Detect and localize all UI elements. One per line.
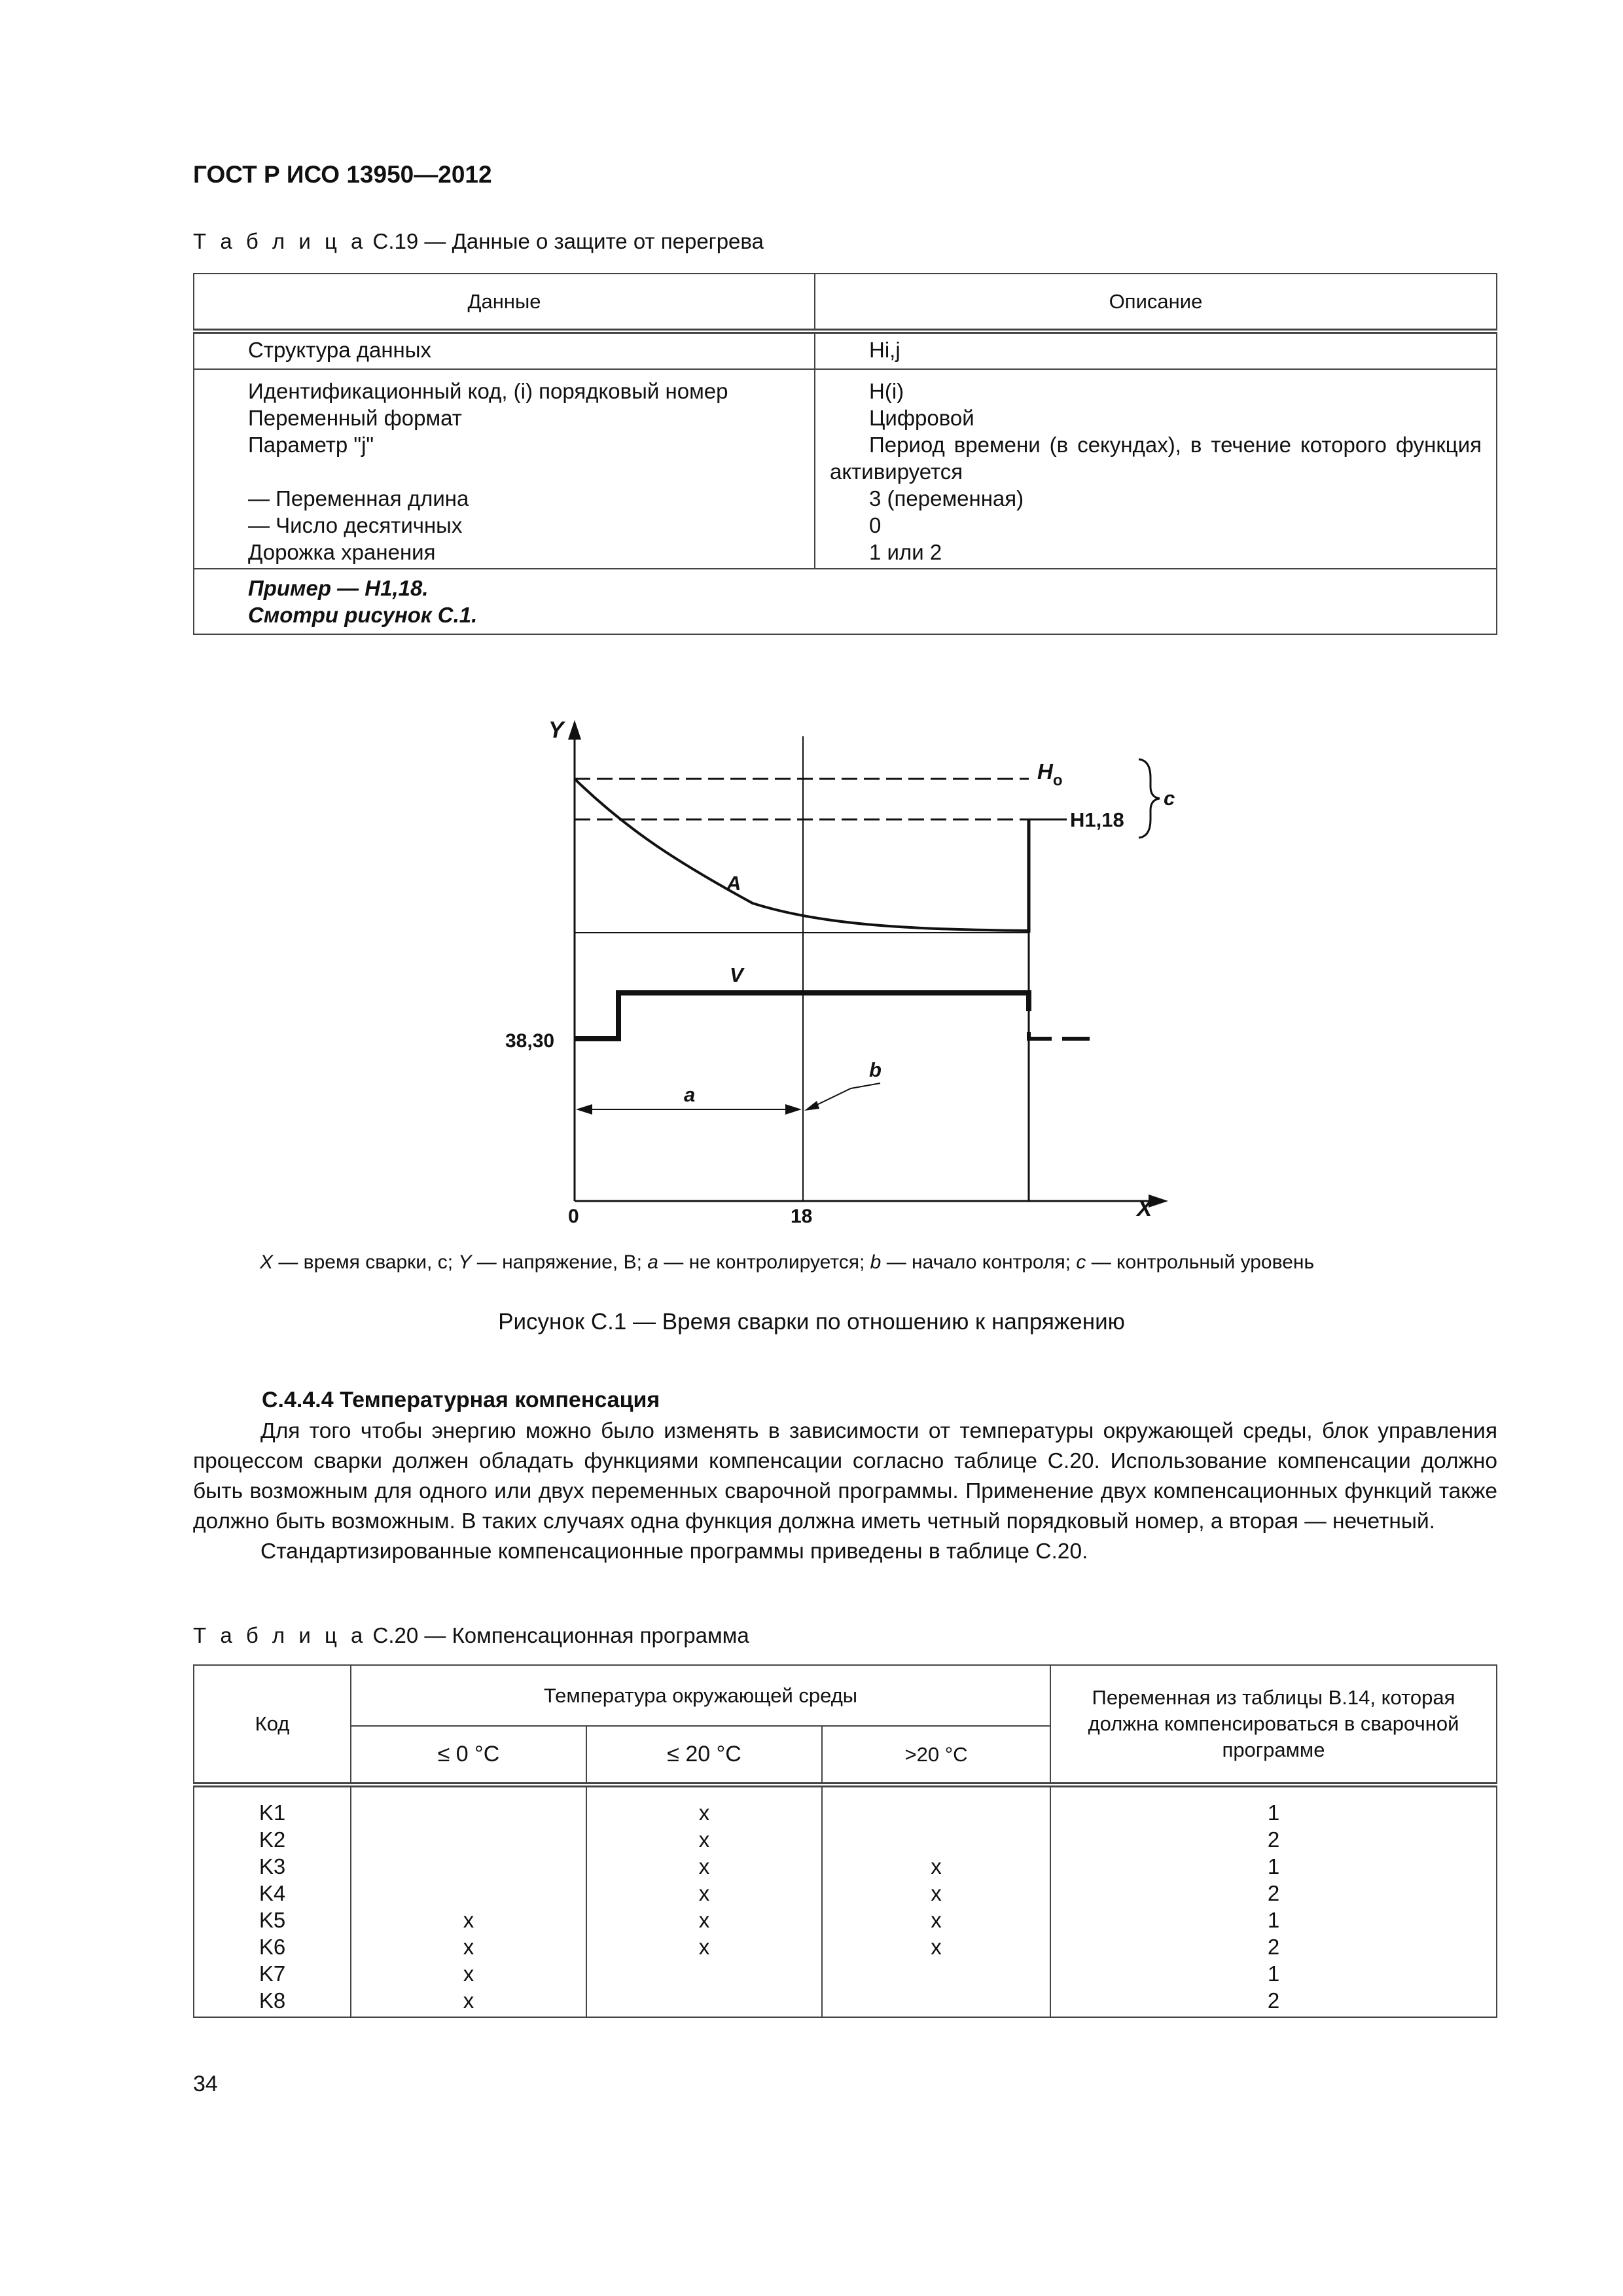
x-axis-label: X: [1137, 1196, 1152, 1221]
b-leader: [812, 1083, 880, 1107]
interval-a-arrow-left: [576, 1104, 592, 1115]
legend-y-text: — напряжение, В;: [471, 1251, 648, 1273]
table-19-fields-labels: Идентификационный код, (i) порядковый номер Переменный формат Параметр "j" — Переменная длина — Число десятичных Дорожка хранения: [194, 369, 815, 569]
table-20-col-t3: x x x x: [822, 1785, 1050, 2017]
table-19-fields-values: [815, 369, 1497, 569]
section-paragraph-2: Стандартизированные компенсационные программы приведены в таблице С.20.: [260, 1539, 1088, 1564]
signal-v-dashed: [1029, 1032, 1090, 1039]
label-curve-a: A: [726, 872, 741, 895]
table-19-caption-title: С.19 — Данные о защите от перегрева: [366, 229, 764, 253]
interval-a-arrow-right: [785, 1104, 802, 1115]
table-19-values-top: H(i) Цифровой: [869, 379, 974, 430]
signal-v: [575, 993, 1029, 1039]
brace-c: [1139, 759, 1160, 838]
legend-b-text: — начало контроля;: [881, 1251, 1077, 1273]
section-paragraph-1: Для того чтобы энергию можно было изменять в зависимости от температуры окружающей среды, блок управления процессом сварки должен обладать функциями компенсации согласно таблице С.20. Использование компенсации должно быть возможным для одного или двух переменных сварочной программы. Применение двух компенсационных функций также должно быть возможным. В таких случаях одна функция должна иметь четный порядковый номер, а вторая — нечетный.: [193, 1419, 1497, 1534]
table-19-caption: [193, 229, 764, 254]
label-interval-a: a: [684, 1083, 696, 1106]
origin-label: 0: [568, 1206, 579, 1227]
table-20-col-t2: x x x x x x: [586, 1785, 822, 2017]
label-b: b: [869, 1058, 882, 1081]
table-20-header-t3: >20 °С: [822, 1726, 1050, 1785]
table-20-body-row: [194, 1785, 1497, 2017]
table-19-values-bottom: 3 (переменная) 0 1 или 2: [869, 486, 1024, 564]
page-number: 34: [193, 2072, 218, 2096]
label-v: V: [730, 963, 743, 986]
label-h0: $H_o$: [1037, 759, 1063, 789]
figure-c1: [0, 707, 1623, 1230]
table-19-row-structure: [194, 331, 1497, 369]
legend-c-text: — контрольный уровень: [1086, 1251, 1315, 1273]
table-19-row-example: [194, 569, 1497, 634]
legend-c-symbol: c: [1076, 1251, 1086, 1273]
label-c: c: [1164, 787, 1175, 810]
table-19-header-data: Данные: [194, 274, 815, 331]
table-20-header-row-1: [194, 1665, 1497, 1726]
table-20-col-t1: x x x x: [351, 1785, 586, 2017]
table-19: [193, 273, 1497, 635]
x-tick-18: 18: [791, 1206, 813, 1227]
b-leader-arrow: [804, 1101, 819, 1111]
table-19-row-fields: [194, 369, 1497, 569]
table-20-header-variable: Переменная из таблицы В.14, которая должна компенсироваться в сварочной программе: [1050, 1665, 1497, 1785]
table-20: [193, 1664, 1497, 2018]
y-value-label: 38,30: [505, 1030, 555, 1052]
figure-caption: Рисунок С.1 — Время сварки по отношению к напряжению: [498, 1309, 1125, 1335]
legend-x-symbol: X: [260, 1251, 274, 1273]
table-19-header-description: Описание: [815, 274, 1497, 331]
label-h118: H1,18: [1070, 808, 1124, 831]
table-19-values-period: Период времени (в секундах), в течение которого функция активируется: [830, 433, 1482, 484]
table-19-caption-prefix: Т а б л и ц а: [193, 229, 367, 253]
table-19-structure-label: Структура данных: [194, 331, 815, 369]
legend-a-text: — не контролируется;: [658, 1251, 870, 1273]
section-body: [193, 1416, 1497, 1567]
table-20-header-code: Код: [194, 1665, 351, 1785]
table-20-codes: K1 K2 K3 K4 K5 K6 K7 K8: [194, 1785, 351, 2017]
table-20-caption-prefix: Т а б л и ц а: [193, 1623, 367, 1647]
table-20-variables: 1 2 1 2 1 2 1 2: [1050, 1785, 1497, 2017]
legend-b-symbol: b: [870, 1251, 882, 1273]
table-19-example-line1: Пример — H1,18.: [248, 576, 429, 600]
y-axis-label: Y: [548, 717, 564, 743]
table-20-header-t2: ≤ 20 °С: [586, 1726, 822, 1785]
table-19-structure-value: Hi,j: [815, 331, 1497, 369]
table-20-header-t1: ≤ 0 °С: [351, 1726, 586, 1785]
legend-a-symbol: a: [647, 1251, 658, 1273]
legend-y-symbol: Y: [458, 1251, 472, 1273]
table-19-example: [194, 569, 1497, 634]
curve-a: [575, 779, 1029, 931]
table-20-caption-title: С.20 — Компенсационная программа: [366, 1623, 749, 1647]
table-20-header-temperature: Температура окружающей среды: [351, 1665, 1050, 1726]
section-heading: С.4.4.4 Температурная компенсация: [262, 1388, 660, 1412]
table-19-header-row: [194, 274, 1497, 331]
legend-x-text: — время сварки, с;: [273, 1251, 459, 1273]
table-19-example-line2: Смотри рисунок С.1.: [248, 603, 478, 627]
y-axis-arrow: [568, 720, 581, 740]
document-header: ГОСТ Р ИСО 13950—2012: [193, 161, 492, 188]
table-20-caption: [193, 1623, 749, 1648]
figure-legend: [260, 1251, 1314, 1274]
